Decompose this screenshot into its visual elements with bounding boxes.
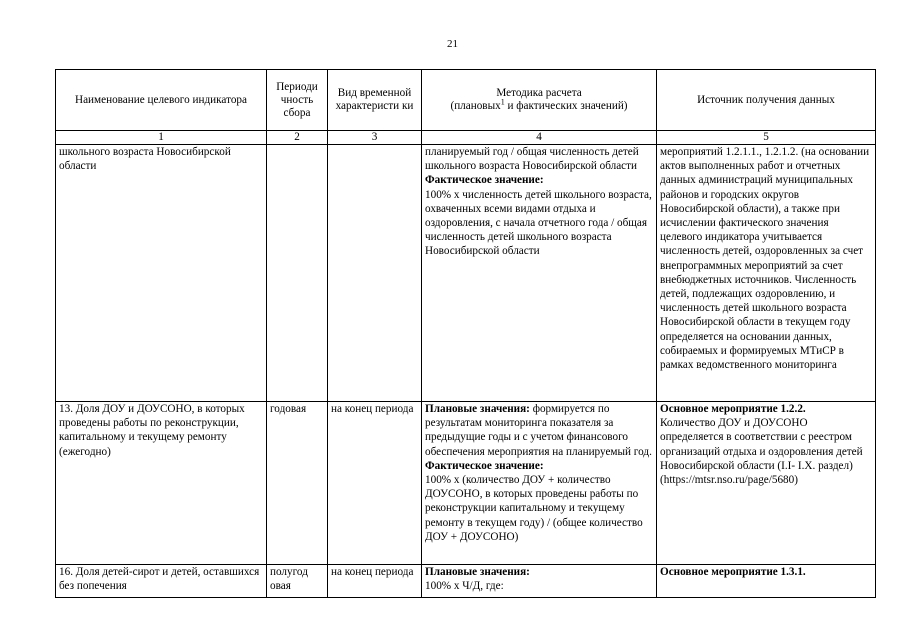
header-indicator-name: Наименование целевого индикатора [56,70,267,131]
time-characteristic-cell: на конец периода [328,565,422,598]
source-cell: мероприятий 1.2.1.1., 1.2.1.2. (на основании актов выполненных работ и отчетных данных администраций муниципальных районов и городских округов Новосибирской области), а также при исчислении фактического значения целевого индикатора учитывается численность детей, оздоровленных за счет внепрограммных мероприятий за счет внебюджетных источников. Численность детей, подлежащих оздоровлению, и численность детей школьного возраста Новосибирской области в текущем году определяется на основании данных, собираемых и формируемых МТиСР в рамках ведомственного мониторинга [657,145,876,402]
plan-value-label: Плановые значения: [425,403,530,415]
table-row [56,145,876,402]
header-method-line2: (плановых$^1$ и фактических значений) [450,97,628,112]
header-data-source: Источник получения данных [657,70,876,131]
plan-value-label: Плановые значения: [425,566,530,578]
periodicity-cell [267,145,328,402]
footnote-marker: 1 [500,97,505,107]
time-characteristic-cell: на конец периода [328,402,422,565]
indicator-table [55,69,876,598]
column-number: 1 [56,131,267,145]
plan-value-paragraph [425,402,653,459]
fact-value-text: 100% х численность детей школьного возраста, охваченных всеми видами отдыха и оздоровления, с начала отчетного года / общая численность детей школьного возраста Новосибирской области [425,188,652,258]
column-number: 2 [267,131,328,145]
header-periodicity: Периоди чность сбора [267,70,328,131]
table-header-row [56,70,876,131]
source-main-activity: Основное мероприятие 1.2.2. [660,403,806,415]
source-cell [657,565,876,598]
column-number: 3 [328,131,422,145]
periodicity-cell: годовая [267,402,328,565]
periodicity-cell: полугод овая [267,565,328,598]
table-row [56,565,876,598]
time-characteristic-cell [328,145,422,402]
indicator-cell: 13. Доля ДОУ и ДОУСОНО, в которых проведены работы по реконструкции, капитальному и текущему ремонту (ежегодно) [56,402,267,565]
fact-value-label: Фактическое значение: [425,459,544,472]
method-cell [422,565,657,598]
method-intro: планируемый год / общая численность детей школьного возраста Новосибирской области [425,146,639,173]
header-method-line1: Методика расчета [496,87,582,99]
table-row [56,402,876,565]
fact-value-label: Фактическое значение: [425,174,544,187]
source-cell [657,402,876,565]
plan-value-text: формируется по результатам мониторинга показателя за предыдущие годы и с учетом финансового обеспечения мероприятия на планируемый год. [425,403,652,458]
column-number-row [56,131,876,145]
indicator-cell: школьного возраста Новосибирской области [56,145,267,402]
header-calculation-method [422,70,657,131]
source-text: Количество ДОУ и ДОУСОНО определяется в соответствии с реестром организаций отдыха и оздоровления детей Новосибирской области (I.I- I.X. раздел) (https://mtsr.nso.ru/page/5680) [660,417,863,487]
page-number: 21 [447,38,458,50]
column-number: 4 [422,131,657,145]
indicator-cell: 16. Доля детей-сирот и детей, оставшихся без попечения [56,565,267,598]
method-cell [422,145,657,402]
source-main-activity: Основное мероприятие 1.3.1. [660,566,806,578]
header-time-characteristic: Вид временной характеристи ки [328,70,422,131]
method-cell [422,402,657,565]
plan-value-text: 100% х Ч/Д, где: [425,580,504,593]
column-number: 5 [657,131,876,145]
fact-value-text: 100% х (количество ДОУ + количество ДОУСОНО, в которых проведены работы по реконструкции капитальному и текущему ремонту в текущем году) / (общее количество ДОУ + ДОУСОНО) [425,474,643,543]
